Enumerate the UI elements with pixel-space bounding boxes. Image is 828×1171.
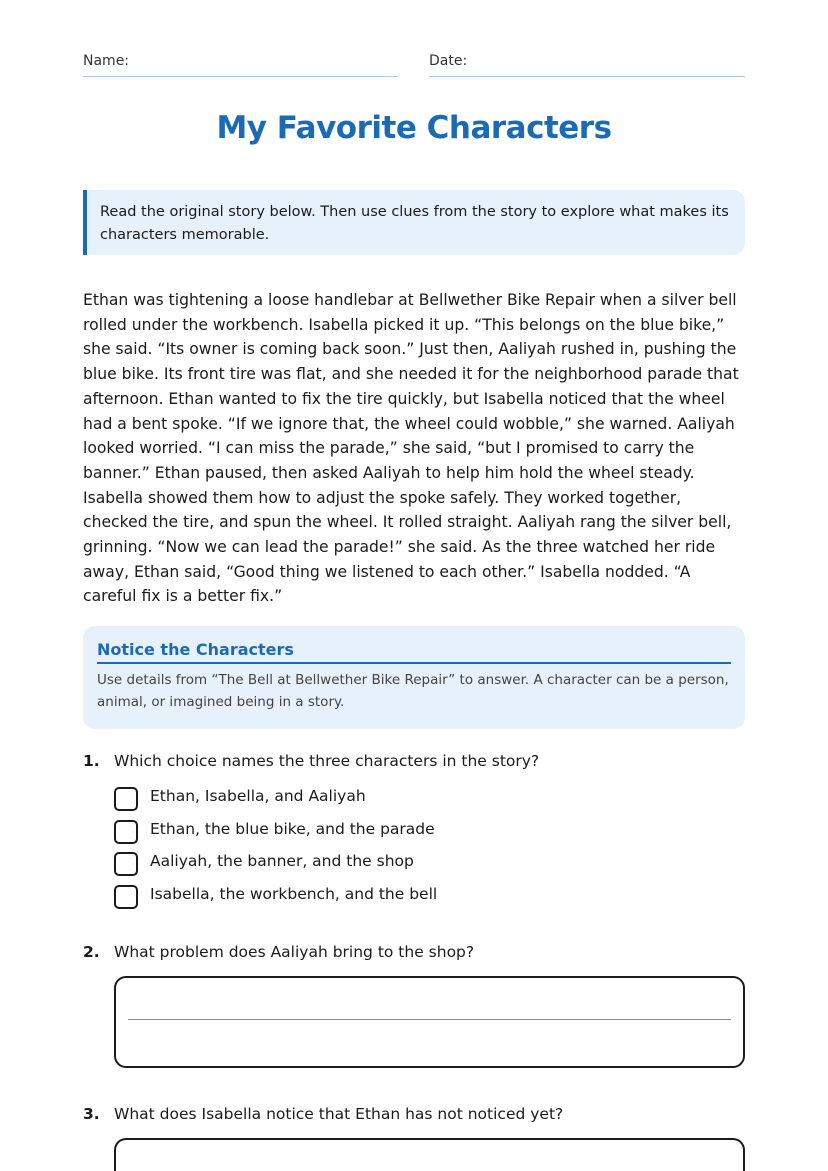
option-label: Aaliyah, the banner, and the shop bbox=[150, 852, 414, 870]
answer-box[interactable] bbox=[114, 1138, 745, 1171]
answer-box[interactable] bbox=[114, 976, 745, 1068]
checkbox[interactable] bbox=[114, 885, 138, 909]
date-field[interactable] bbox=[429, 52, 745, 77]
question-number: 3. bbox=[83, 1105, 100, 1123]
notice-text: Use details from “The Bell at Bellwether Bike Repair” to answer. A character can be a person, animal, or imagined being in a story. bbox=[97, 672, 729, 710]
checkbox[interactable] bbox=[114, 852, 138, 876]
question-number: 2. bbox=[83, 943, 100, 961]
date-label: Date: bbox=[429, 53, 468, 69]
question-text: Which choice names the three characters in the story? bbox=[114, 752, 540, 770]
answer-line bbox=[128, 1019, 731, 1020]
option-label: Isabella, the workbench, and the bell bbox=[150, 884, 438, 903]
question-number: 1. bbox=[83, 752, 100, 770]
notice-box bbox=[83, 626, 745, 729]
checkbox[interactable] bbox=[114, 820, 138, 844]
question-text: What does Isabella notice that Ethan has not noticed yet? bbox=[114, 1105, 564, 1123]
instruction-callout: Read the original story below. Then use clues from the story to explore what makes its characters memorable. bbox=[83, 190, 745, 255]
name-label: Name: bbox=[83, 53, 130, 69]
checkbox[interactable] bbox=[114, 787, 138, 811]
option-label: Ethan, Isabella, and Aaliyah bbox=[150, 787, 366, 805]
notice-title: Notice the Characters bbox=[97, 640, 731, 664]
name-field[interactable] bbox=[83, 52, 398, 77]
page-title: My Favorite Characters bbox=[216, 110, 612, 146]
question-text: What problem does Aaliyah bring to the shop? bbox=[114, 943, 475, 961]
option-label: Ethan, the blue bike, and the parade bbox=[150, 819, 435, 838]
story-text: Ethan was tightening a loose handlebar at Bellwether Bike Repair when a silver bell rolled under the workbench. Isabella picked it up. “This belongs on the blue bike,” she said. “Its owner is coming back soon.” Just then, Aaliyah rushed in, pushing the blue bike. Its front tire was flat, and she needed it for the neighborhood parade that afternoon. Ethan wanted to fix the tire quickly, but Isabella noticed that the wheel had a bent spoke. “If we ignore that, the wheel could wobble,” she warned. Aaliyah looked worried. “I can miss the parade,” she said, “but I promised to carry the banner.” Ethan paused, then asked Aaliyah to help him hold the wheel steady. Isabella showed them how to adjust the spoke safely. They worked together, checked the tire, and spun the wheel. It rolled straight. Aaliyah rang the silver bell, grinning. “Now we can lead the parade!” she said. As the three watched her ride away, Ethan said, “Good thing we listened to each other.” Isabella nodded. “A careful fix is a better fix.” bbox=[83, 291, 739, 606]
